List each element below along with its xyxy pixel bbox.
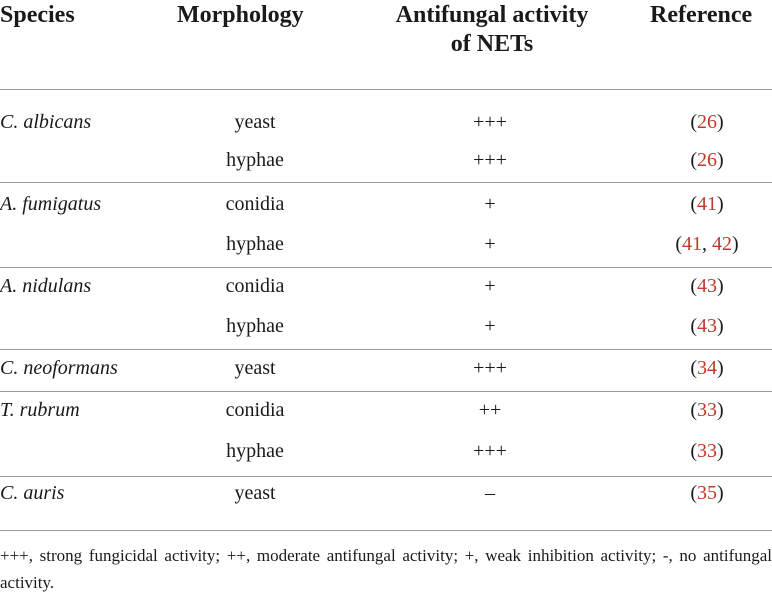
reference-paren-open: (	[690, 149, 697, 171]
reference-paren-open: (	[675, 233, 682, 255]
morphology-cell: yeast	[234, 482, 276, 504]
table-row	[0, 348, 772, 389]
reference-paren-open: (	[690, 275, 697, 297]
reference-paren-close: )	[717, 275, 724, 297]
group-divider	[0, 267, 772, 268]
morphology-cell: hyphae	[226, 233, 284, 255]
reference-link[interactable]: 35	[697, 482, 717, 504]
morphology-cell: yeast	[234, 357, 276, 379]
group-divider	[0, 476, 772, 477]
reference-link[interactable]: 33	[697, 399, 717, 421]
reference-cell	[634, 184, 772, 225]
reference-paren-open: (	[690, 111, 697, 133]
species-cell: C. albicans	[0, 111, 92, 133]
reference-link[interactable]: 26	[697, 111, 717, 133]
reference-paren-close: )	[717, 111, 724, 133]
species-cell: C. auris	[0, 482, 65, 504]
reference-paren-close: )	[717, 399, 724, 421]
reference-cell	[634, 473, 772, 514]
activity-cell: +	[484, 193, 496, 215]
activity-cell: +	[484, 233, 496, 255]
reference-paren-open: (	[690, 193, 697, 215]
reference-paren-close: )	[717, 357, 724, 379]
header-antifungal-line2: of NETs	[450, 31, 534, 57]
species-cell: A. nidulans	[0, 275, 92, 297]
reference-paren-close: )	[717, 149, 724, 171]
species-cell: T. rubrum	[0, 399, 80, 421]
table-bottom-rule	[0, 530, 772, 531]
header-rule	[0, 89, 772, 90]
reference-cell	[634, 306, 772, 347]
morphology-cell: conidia	[225, 399, 285, 421]
reference-separator: ,	[702, 233, 712, 255]
header-morphology: Morphology	[177, 2, 304, 28]
activity-cell: +++	[473, 149, 507, 171]
morphology-cell: hyphae	[226, 440, 284, 462]
reference-link[interactable]: 43	[697, 275, 717, 297]
reference-link[interactable]: 34	[697, 357, 717, 379]
reference-paren-open: (	[690, 440, 697, 462]
table-row	[0, 390, 772, 431]
reference-cell	[634, 224, 772, 265]
group-divider	[0, 182, 772, 183]
reference-paren-open: (	[690, 399, 697, 421]
table-header	[0, 0, 772, 90]
activity-cell: +	[484, 275, 496, 297]
morphology-cell: hyphae	[226, 149, 284, 171]
reference-cell	[634, 140, 772, 181]
reference-paren-open: (	[690, 482, 697, 504]
activity-cell: –	[485, 482, 495, 504]
header-species: Species	[0, 2, 75, 28]
reference-link[interactable]: 26	[697, 149, 717, 171]
group-divider	[0, 391, 772, 392]
morphology-cell: conidia	[225, 275, 285, 297]
reference-link[interactable]: 41	[682, 233, 702, 255]
group-divider	[0, 349, 772, 350]
reference-link[interactable]: 33	[697, 440, 717, 462]
table-row	[0, 473, 772, 514]
table-row	[0, 266, 772, 307]
reference-cell	[634, 390, 772, 431]
activity-cell: +++	[473, 111, 507, 133]
morphology-cell: yeast	[234, 111, 276, 133]
table-row	[0, 431, 772, 472]
reference-paren-close: )	[717, 482, 724, 504]
table-row	[0, 306, 772, 347]
reference-paren-close: )	[732, 233, 739, 255]
reference-paren-close: )	[717, 440, 724, 462]
reference-cell	[634, 266, 772, 307]
morphology-cell: conidia	[225, 193, 285, 215]
activity-cell: +++	[473, 357, 507, 379]
reference-link[interactable]: 42	[712, 233, 732, 255]
reference-cell	[634, 102, 772, 143]
activity-cell: +++	[473, 440, 507, 462]
reference-paren-close: )	[717, 193, 724, 215]
header-antifungal-activity	[372, 1, 612, 59]
table-row	[0, 140, 772, 181]
reference-paren-open: (	[690, 357, 697, 379]
table-row	[0, 224, 772, 265]
reference-cell	[634, 348, 772, 389]
species-cell: A. fumigatus	[0, 193, 102, 215]
reference-paren-open: (	[690, 315, 697, 337]
reference-cell	[634, 431, 772, 472]
table-footnote: +++, strong fungicidal activity; ++, moderate antifungal activity; +, weak inhibition activity; -, no antifungal activity.	[0, 546, 772, 592]
activity-cell: +	[484, 315, 496, 337]
morphology-cell: hyphae	[226, 315, 284, 337]
header-antifungal-line1: Antifungal activity	[395, 2, 589, 28]
activity-cell: ++	[478, 399, 502, 421]
table-row	[0, 102, 772, 143]
reference-paren-close: )	[717, 315, 724, 337]
species-cell: C. neoformans	[0, 357, 118, 379]
reference-link[interactable]: 41	[697, 193, 717, 215]
reference-link[interactable]: 43	[697, 315, 717, 337]
header-reference: Reference	[650, 2, 753, 28]
table-row	[0, 184, 772, 225]
